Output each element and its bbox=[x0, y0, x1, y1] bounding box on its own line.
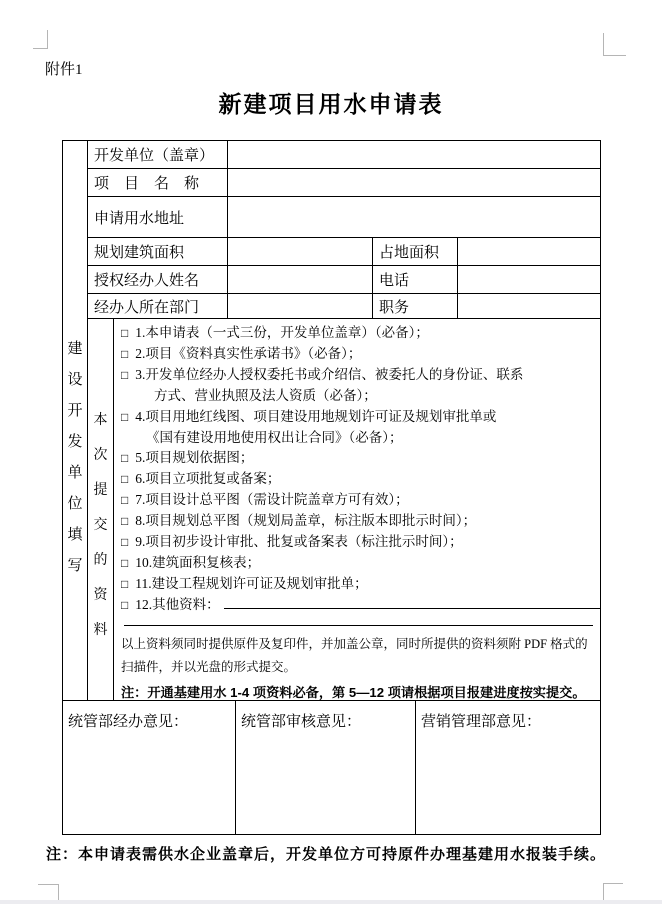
position-label: 职务 bbox=[373, 294, 458, 319]
checklist-item-text: 《国有建设用地使用权出让合同》（必备）； bbox=[146, 429, 403, 445]
opinion-cell-handling[interactable] bbox=[63, 701, 236, 834]
page-title: 新建项目用水申请表 bbox=[218, 91, 444, 117]
submission-checklist bbox=[114, 319, 600, 701]
checklist-item-text: 9.项目初步设计审批、批复或备案表（标注批示时间）； bbox=[135, 534, 463, 550]
checklist-item bbox=[121, 574, 596, 595]
checklist-item bbox=[121, 365, 596, 386]
agent-name-label: 授权经办人姓名 bbox=[88, 266, 228, 294]
planned-area-input[interactable] bbox=[228, 238, 373, 266]
checklist-item-text: 方式、营业执照及法人资质（必备）； bbox=[154, 387, 377, 403]
dev-unit-input[interactable] bbox=[228, 141, 600, 169]
opinion-cell-marketing[interactable] bbox=[416, 701, 600, 834]
checkbox-icon[interactable]: □ bbox=[121, 367, 129, 382]
checkbox-icon[interactable]: □ bbox=[121, 535, 129, 550]
opinion-label: 统管部审核意见： bbox=[241, 714, 362, 730]
checkbox-icon[interactable]: □ bbox=[121, 597, 129, 612]
checklist-item bbox=[121, 448, 596, 469]
checklist-item-text: 11.建设工程规划许可证及规划审批单； bbox=[135, 575, 368, 591]
footer-note: 注：本申请表需供水企业盖章后，开发单位方可持原件办理基建用水报装手续。 bbox=[46, 846, 607, 863]
checklist-item bbox=[121, 490, 596, 511]
phone-label: 电话 bbox=[373, 266, 458, 294]
checkbox-icon[interactable]: □ bbox=[121, 493, 129, 508]
submission-vertical-text: 本次提交的资料 bbox=[93, 413, 108, 638]
checklist-item bbox=[121, 595, 596, 616]
checklist-item-text: 8.项目规划总平图（规划局盖章，标注版本即批示时间）； bbox=[135, 513, 477, 529]
checklist-item bbox=[121, 323, 596, 344]
checklist-item bbox=[121, 344, 596, 365]
department-input[interactable] bbox=[228, 294, 373, 319]
supplement-note: 以上资料须同时提供原件及复印件，并加盖公章，同时所提供的资料须附 PDF 格式的扫描件，并以光盘的形式提交。 bbox=[121, 636, 588, 674]
checkbox-icon[interactable]: □ bbox=[121, 409, 129, 424]
checklist-item bbox=[121, 407, 596, 428]
checklist-item-text: 10.建筑面积复核表； bbox=[135, 554, 261, 570]
checklist-item-text: 4.项目用地红线图、项目建设用地规划许可证及规划审批单或 bbox=[135, 408, 497, 424]
checklist-item bbox=[121, 511, 596, 532]
checklist-item-text: 5.项目规划依据图； bbox=[135, 450, 254, 466]
position-input[interactable] bbox=[458, 294, 600, 319]
opinion-label: 营销管理部意见： bbox=[421, 714, 542, 730]
checklist-note: 注：开通基建用水 1-4 项资料必备，第 5—12 项请根据项目报建进度按实提交。 bbox=[121, 684, 586, 700]
checklist-item bbox=[121, 532, 596, 553]
checklist-item-text: 7.项目设计总平图（需设计院盖章方可有效）； bbox=[135, 492, 409, 508]
dev-unit-label: 开发单位（盖章） bbox=[88, 141, 228, 169]
agent-name-input[interactable] bbox=[228, 266, 373, 294]
attachment-label: 附件1 bbox=[45, 62, 83, 78]
land-area-input[interactable] bbox=[458, 238, 600, 266]
blank-underline-row[interactable] bbox=[124, 617, 593, 626]
checkbox-icon[interactable]: □ bbox=[121, 451, 129, 466]
opinion-cell-review[interactable] bbox=[236, 701, 416, 834]
checklist-item-text: 1.本申请表（一式三份，开发单位盖章）（必备）； bbox=[135, 325, 429, 340]
checkbox-icon[interactable]: □ bbox=[121, 472, 129, 487]
submission-vertical-header bbox=[88, 319, 114, 701]
checklist-item-text: 12.其他资料： bbox=[135, 596, 220, 612]
water-address-input[interactable] bbox=[228, 197, 600, 238]
checklist-item-continuation bbox=[121, 428, 596, 449]
checklist-item-text: 2.项目《资料真实性承诺书》（必备）； bbox=[135, 345, 362, 361]
project-name-label: 项 目 名 称 bbox=[88, 169, 228, 197]
checklist-item bbox=[121, 553, 596, 574]
checkbox-icon[interactable]: □ bbox=[121, 576, 129, 591]
land-area-label: 占地面积 bbox=[373, 238, 458, 266]
phone-input[interactable] bbox=[458, 266, 600, 294]
page-corner-mark-top-right bbox=[603, 33, 626, 56]
checkbox-icon[interactable]: □ bbox=[121, 555, 129, 570]
checkbox-icon[interactable]: □ bbox=[121, 514, 129, 529]
fill-section-vertical-header bbox=[63, 141, 88, 701]
checklist-item bbox=[121, 469, 596, 490]
water-address-label: 申请用水地址 bbox=[88, 197, 228, 238]
application-form-table bbox=[62, 140, 601, 835]
planned-area-label: 规划建筑面积 bbox=[88, 238, 228, 266]
checklist-item-text: 3.开发单位经办人授权委托书或介绍信、被委托人的身份证、联系 bbox=[135, 366, 524, 382]
checklist-item-continuation bbox=[121, 386, 596, 407]
department-label: 经办人所在部门 bbox=[88, 294, 228, 319]
other-materials-blank-line[interactable] bbox=[224, 595, 600, 609]
checklist-item-text: 6.项目立项批复或备案； bbox=[135, 471, 281, 487]
page-edge bbox=[0, 900, 662, 904]
page-corner-mark-top-left bbox=[33, 30, 48, 49]
opinion-label: 统管部经办意见： bbox=[68, 714, 189, 730]
project-name-input[interactable] bbox=[228, 169, 600, 197]
checkbox-icon[interactable]: □ bbox=[121, 346, 129, 361]
checkbox-icon[interactable]: □ bbox=[121, 326, 129, 340]
fill-section-vertical-text: 建设开发单位填写 bbox=[67, 341, 83, 574]
